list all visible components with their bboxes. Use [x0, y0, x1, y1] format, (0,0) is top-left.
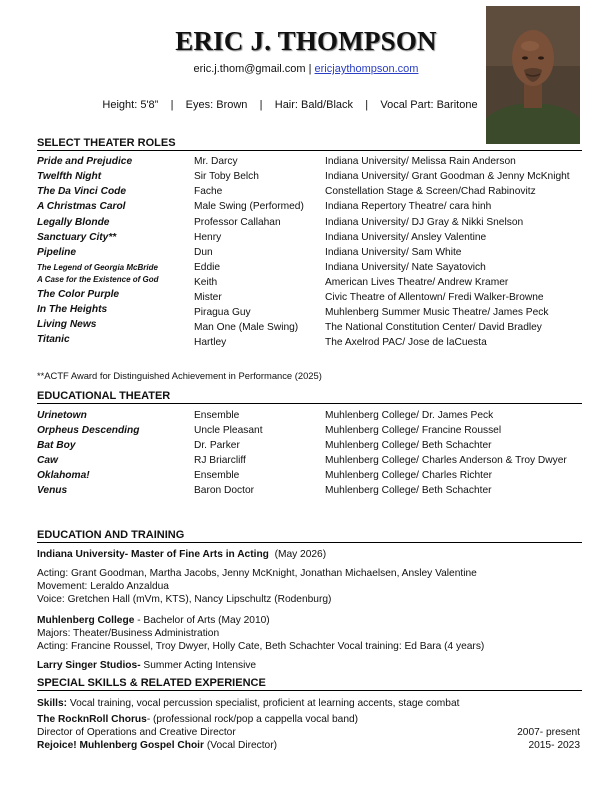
role-name: Piragua Guy [194, 307, 251, 318]
role-name: Baron Doctor [194, 485, 255, 496]
section-heading-educational-theater: EDUCATIONAL THEATER [37, 390, 582, 404]
venue-director: Muhlenberg College/ Beth Schachter [325, 440, 492, 451]
show-title: The Legend of Georgia McBride [37, 263, 158, 272]
ls-school: Larry Singer Studios- [37, 660, 141, 671]
show-title: In The Heights [37, 304, 108, 315]
ls-desc: Summer Acting Intensive [140, 660, 257, 671]
skills-text: Vocal training, vocal percussion specialist, proficient at learning accents, stage combat [67, 698, 460, 709]
rnr-line [37, 713, 358, 726]
mc-degree-line [37, 614, 270, 627]
iu-degree-line [37, 548, 326, 561]
mc-majors: Majors: Theater/Business Administration [37, 628, 220, 639]
role-name: Mr. Darcy [194, 156, 238, 167]
venue-director: American Lives Theatre/ Andrew Kramer [325, 277, 509, 288]
table-row [0, 245, 612, 260]
section-heading-theater-roles: SELECT THEATER ROLES [37, 137, 582, 151]
role-name: Uncle Pleasant [194, 425, 263, 436]
show-title: Oklahoma! [37, 470, 90, 481]
role-name: Ensemble [194, 470, 240, 481]
role-name: Man One (Male Swing) [194, 322, 299, 333]
table-row [0, 423, 612, 438]
role-name: Dr. Parker [194, 440, 240, 451]
stat-separator: | [170, 99, 174, 111]
rnr-role: Director of Operations and Creative Director [37, 727, 236, 738]
show-title: Bat Boy [37, 440, 76, 451]
show-title: Urinetown [37, 410, 87, 421]
choir-line [37, 739, 277, 752]
role-name: Keith [194, 277, 218, 288]
venue-director: Indiana University/ Melissa Rain Anderson [325, 156, 516, 167]
table-row [0, 199, 612, 214]
table-row [0, 408, 612, 423]
table-row [0, 184, 612, 199]
table-row [0, 320, 612, 335]
venue-director: Muhlenberg College/ Francine Roussel [325, 425, 502, 436]
show-title: A Christmas Carol [37, 201, 126, 212]
venue-director: Indiana University/ Sam White [325, 247, 462, 258]
stat-separator: | [365, 99, 369, 111]
role-name: Professor Callahan [194, 217, 281, 228]
role-name: Eddie [194, 262, 221, 273]
show-title: The Color Purple [37, 289, 120, 300]
mc-school: Muhlenberg College [37, 615, 135, 626]
choir-desc: (Vocal Director) [203, 740, 278, 751]
table-row [0, 154, 612, 169]
show-title: A Case for the Existence of God [37, 275, 159, 284]
headshot-photo [486, 6, 580, 144]
venue-director: Civic Theatre of Allentown/ Fredi Walker-Browne [325, 292, 544, 303]
ls-line [37, 659, 256, 672]
section-heading-education: EDUCATION AND TRAINING [37, 529, 582, 543]
table-row [0, 468, 612, 483]
role-name: Sir Toby Belch [194, 171, 259, 182]
show-title: Living News [37, 319, 97, 330]
venue-director: Indiana University/ DJ Gray & Nikki Snelson [325, 217, 524, 228]
iu-date: (May 2026) [274, 549, 327, 560]
iu-movement: Movement: Leraldo Anzaldua [37, 581, 169, 592]
skills-label: Skills: [37, 698, 68, 709]
show-title: Caw [37, 455, 58, 466]
venue-director: Muhlenberg Summer Music Theatre/ James Peck [325, 307, 549, 318]
role-name: Henry [194, 232, 222, 243]
vocal-stat: Vocal Part: Baritone [380, 99, 478, 111]
website-link[interactable]: ericjaythompson.com [314, 63, 419, 75]
table-row [0, 230, 612, 245]
stat-separator: | [259, 99, 263, 111]
venue-director: Indiana University/ Ansley Valentine [325, 232, 487, 243]
venue-director: Indiana University/ Grant Goodman & Jenny McKnight [325, 171, 570, 182]
table-row [0, 453, 612, 468]
venue-director: The Axelrod PAC/ Jose de laCuesta [325, 337, 487, 348]
venue-director: Muhlenberg College/ Charles Anderson & Troy Dwyer [325, 455, 567, 466]
show-title: Venus [37, 485, 68, 496]
contact-separator: | [308, 63, 312, 75]
role-name: Fache [194, 186, 223, 197]
height-stat: Height: 5'8” [102, 99, 159, 111]
table-row [0, 215, 612, 230]
show-title: Twelfth Night [37, 171, 102, 182]
choir-name: Rejoice! Muhlenberg Gospel Choir [37, 740, 204, 751]
show-title: Sanctuary City** [37, 232, 117, 243]
venue-director: Indiana University/ Nate Sayatovich [325, 262, 486, 273]
role-name: Ensemble [194, 410, 240, 421]
venue-director: Indiana Repertory Theatre/ cara hinh [325, 201, 492, 212]
venue-director: The National Constitution Center/ David Bradley [325, 322, 542, 333]
table-row [0, 335, 612, 350]
table-row [0, 169, 612, 184]
mc-degree: - Bachelor of Arts (May 2010) [134, 615, 270, 626]
role-name: Dun [194, 247, 213, 258]
rnr-name: The RocknRoll Chorus [37, 714, 147, 725]
venue-director: Constellation Stage & Screen/Chad Rabinovitz [325, 186, 536, 197]
hair-stat: Hair: Bald/Black [274, 99, 354, 111]
skills-line [37, 697, 459, 710]
venue-director: Muhlenberg College/ Charles Richter [325, 470, 493, 481]
choir-years: 2015- 2023 [528, 740, 580, 751]
section-heading-skills: SPECIAL SKILLS & RELATED EXPERIENCE [37, 677, 582, 691]
award-note: **ACTF Award for Distinguished Achievement in Performance (2025) [37, 370, 322, 381]
table-row [0, 438, 612, 453]
role-name: Hartley [194, 337, 227, 348]
show-title: Titanic [37, 334, 70, 345]
show-title: The Da Vinci Code [37, 186, 127, 197]
email-text: eric.j.thom@gmail.com [193, 63, 306, 75]
venue-director: Muhlenberg College/ Beth Schachter [325, 485, 492, 496]
mc-acting: Acting: Francine Roussel, Troy Dwyer, Holly Cate, Beth Schachter Vocal training: Ed Bara (4 years) [37, 641, 485, 652]
role-name: Male Swing (Performed) [194, 201, 304, 212]
venue-director: Muhlenberg College/ Dr. James Peck [325, 410, 494, 421]
iu-school: Indiana University- Master of Fine Arts in Acting [37, 549, 269, 560]
rnr-desc: - (professional rock/pop a cappella vocal band) [146, 714, 359, 725]
show-title: Orpheus Descending [37, 425, 140, 436]
eyes-stat: Eyes: Brown [185, 99, 248, 111]
rnr-years: 2007- present [517, 727, 580, 738]
show-title: Pride and Prejudice [37, 156, 133, 167]
iu-acting: Acting: Grant Goodman, Martha Jacobs, Jenny McKnight, Jonathan Michaelsen, Ansley Valentine [37, 568, 477, 579]
table-row [0, 483, 612, 498]
role-name: RJ Briarcliff [194, 455, 246, 466]
show-title: Legally Blonde [37, 217, 110, 228]
iu-voice: Voice: Gretchen Hall (mVm, KTS), Nancy Lipschultz (Rodenburg) [37, 594, 332, 605]
role-name: Mister [194, 292, 222, 303]
resume-name: ERIC J. THOMPSON [175, 26, 437, 56]
show-title: Pipeline [37, 247, 77, 258]
